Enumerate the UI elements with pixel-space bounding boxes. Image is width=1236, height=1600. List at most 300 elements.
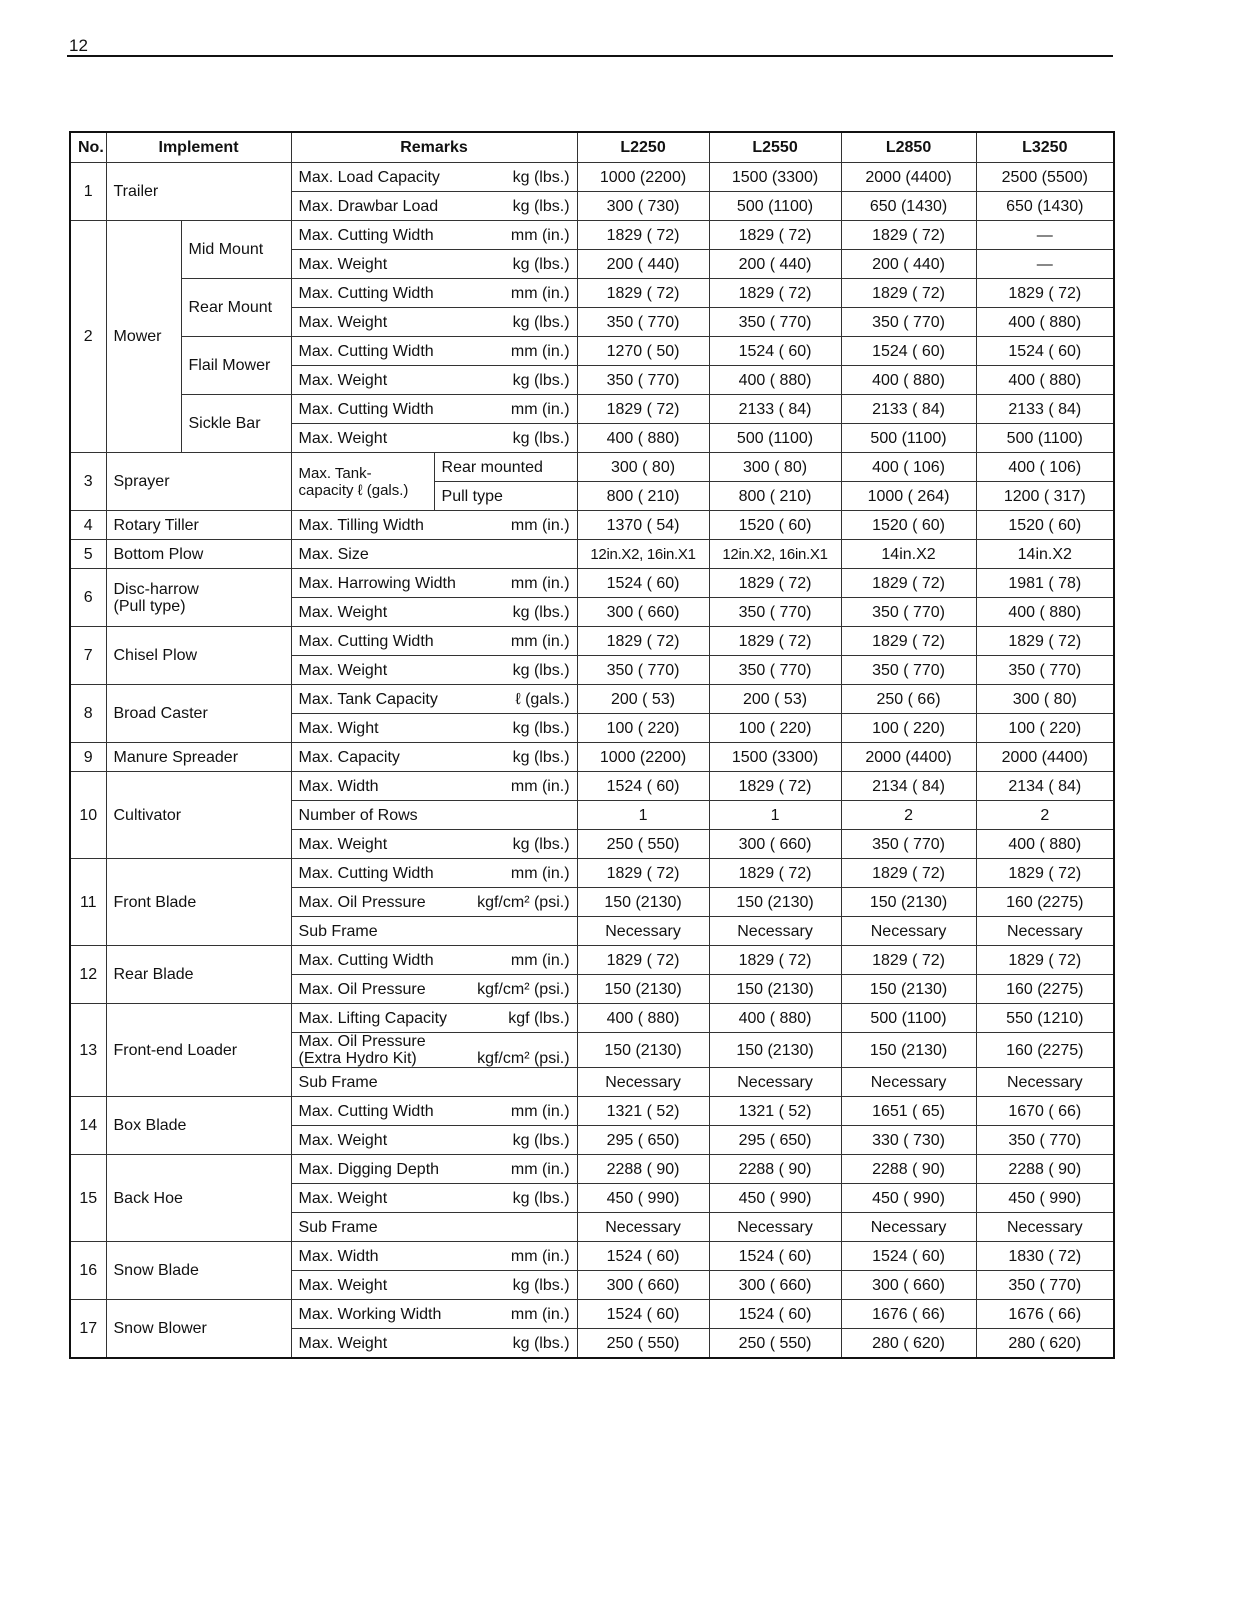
remark-label: Max. Width bbox=[298, 777, 379, 795]
value-cell: 2000 (4400) bbox=[976, 743, 1114, 772]
implement-name bbox=[106, 1097, 291, 1155]
value-cell: 2288 ( 90) bbox=[841, 1155, 976, 1184]
value-cell: 2134 ( 84) bbox=[841, 772, 976, 801]
remark-wrap bbox=[299, 198, 570, 215]
remark-cell bbox=[291, 1329, 577, 1359]
implement-name-line1: Rear Blade bbox=[113, 966, 194, 983]
value-cell: 2133 ( 84) bbox=[976, 395, 1114, 424]
value-cell: 1321 ( 52) bbox=[577, 1097, 709, 1126]
table-row bbox=[70, 685, 1114, 714]
value-cell: 2 bbox=[976, 801, 1114, 830]
remark-unit: ℓ (gals.) bbox=[515, 690, 570, 708]
remark-cell bbox=[291, 1300, 577, 1329]
value-cell: 1981 ( 78) bbox=[976, 569, 1114, 598]
remark-lines bbox=[299, 1033, 426, 1067]
value-cell: 1321 ( 52) bbox=[709, 1097, 841, 1126]
remark-unit: kg (lbs.) bbox=[512, 603, 570, 621]
remark-cell bbox=[291, 772, 577, 801]
implement-name-line1: Rotary Tiller bbox=[113, 516, 199, 534]
value-cell: 150 (2130) bbox=[709, 1033, 841, 1068]
value-cell: 1500 (3300) bbox=[709, 743, 841, 772]
remark-unit: kg (lbs.) bbox=[512, 168, 570, 186]
remark-label-line2: (Extra Hydro Kit) bbox=[298, 1050, 417, 1067]
value-cell: 2133 ( 84) bbox=[841, 395, 976, 424]
implement-name bbox=[106, 511, 291, 540]
remark-unit: mm (in.) bbox=[510, 226, 570, 244]
value-cell: 400 ( 880) bbox=[976, 830, 1114, 859]
remark-unit: kg (lbs.) bbox=[512, 1334, 570, 1352]
table-row bbox=[70, 1004, 1114, 1033]
remark-unit: kg (lbs.) bbox=[512, 835, 570, 853]
table-row bbox=[70, 1242, 1114, 1271]
remark-unit: kg (lbs.) bbox=[512, 1131, 570, 1149]
value-cell: 400 ( 880) bbox=[976, 366, 1114, 395]
value-cell: 1829 ( 72) bbox=[709, 221, 841, 250]
value-cell: 1000 (2200) bbox=[577, 743, 709, 772]
value-cell: Necessary bbox=[577, 1213, 709, 1242]
value-cell: 300 ( 80) bbox=[976, 685, 1114, 714]
implement-name-line1: Trailer bbox=[113, 183, 159, 200]
implement-name-line2: (Pull type) bbox=[113, 597, 186, 615]
implement-name bbox=[106, 859, 291, 946]
value-cell: 400 ( 880) bbox=[709, 1004, 841, 1033]
row-number: 5 bbox=[70, 540, 106, 569]
implement-subtype: Sickle Bar bbox=[181, 395, 291, 453]
table-row bbox=[70, 743, 1114, 772]
value-cell: — bbox=[976, 221, 1114, 250]
remark-cell bbox=[291, 1213, 577, 1242]
value-cell: 400 ( 880) bbox=[709, 366, 841, 395]
remark-label: Max. Tilling Width bbox=[298, 516, 424, 534]
table-row bbox=[70, 772, 1114, 801]
value-cell: Necessary bbox=[577, 917, 709, 946]
remark-wrap bbox=[299, 314, 570, 331]
value-cell: 1370 ( 54) bbox=[577, 511, 709, 540]
remark-label: Max. Cutting Width bbox=[298, 226, 434, 244]
remark-label: Max. Cutting Width bbox=[298, 951, 434, 969]
remark-cell bbox=[291, 1004, 577, 1033]
table-row bbox=[70, 1155, 1114, 1184]
value-cell: 2288 ( 90) bbox=[709, 1155, 841, 1184]
value-cell: Necessary bbox=[976, 1068, 1114, 1097]
value-cell: 1670 ( 66) bbox=[976, 1097, 1114, 1126]
value-cell: 350 ( 770) bbox=[709, 598, 841, 627]
value-cell: 1524 ( 60) bbox=[577, 1300, 709, 1329]
implement-name-line1: Manure Spreader bbox=[113, 748, 239, 766]
remark-unit: mm (in.) bbox=[510, 632, 570, 650]
value-cell: 1651 ( 65) bbox=[841, 1097, 976, 1126]
header-no: No. bbox=[70, 132, 106, 163]
remark-unit: mm (in.) bbox=[510, 777, 570, 795]
value-cell: 800 ( 210) bbox=[577, 482, 709, 511]
value-cell: Necessary bbox=[577, 1068, 709, 1097]
value-cell: 2133 ( 84) bbox=[709, 395, 841, 424]
value-cell: 160 (2275) bbox=[976, 975, 1114, 1004]
value-cell: 1829 ( 72) bbox=[841, 627, 976, 656]
value-cell: 330 ( 730) bbox=[841, 1126, 976, 1155]
remark-label: Max. Tank Capacity bbox=[298, 690, 438, 708]
value-cell: 200 ( 440) bbox=[841, 250, 976, 279]
value-cell: 300 ( 660) bbox=[577, 598, 709, 627]
value-cell: 350 ( 770) bbox=[841, 656, 976, 685]
value-cell: 1524 ( 60) bbox=[841, 1242, 976, 1271]
table-row bbox=[70, 859, 1114, 888]
remark-label: Max. Weight bbox=[298, 371, 388, 389]
header-remarks: Remarks bbox=[291, 132, 577, 163]
remark-unit: kg (lbs.) bbox=[512, 429, 570, 447]
implement-name bbox=[106, 627, 291, 685]
row-number: 15 bbox=[70, 1155, 106, 1242]
remark-wrap bbox=[299, 981, 570, 998]
value-cell: 350 ( 770) bbox=[841, 598, 976, 627]
remark-label: Max. Width bbox=[298, 1247, 379, 1265]
remark-wrap bbox=[299, 1132, 570, 1149]
remark-cell bbox=[291, 1097, 577, 1126]
value-cell: 100 ( 220) bbox=[976, 714, 1114, 743]
implement-name bbox=[106, 1004, 291, 1097]
value-cell: 300 ( 660) bbox=[709, 830, 841, 859]
value-cell: 1829 ( 72) bbox=[841, 221, 976, 250]
value-cell: 2500 (5500) bbox=[976, 163, 1114, 192]
remark-label: Max. Weight bbox=[298, 429, 388, 447]
value-cell: 1200 ( 317) bbox=[976, 482, 1114, 511]
remark-label: Max. Weight bbox=[298, 1334, 388, 1352]
value-cell: 450 ( 990) bbox=[709, 1184, 841, 1213]
value-cell: 150 (2130) bbox=[577, 888, 709, 917]
value-cell: 1524 ( 60) bbox=[709, 1300, 841, 1329]
value-cell: 280 ( 620) bbox=[976, 1329, 1114, 1359]
implement-name bbox=[106, 540, 291, 569]
header-model: L2250 bbox=[577, 132, 709, 163]
remark-label: Max. Weight bbox=[298, 661, 388, 679]
remark-label: Max. Weight bbox=[298, 255, 388, 273]
remark-cell bbox=[291, 1033, 577, 1068]
header-model: L2850 bbox=[841, 132, 976, 163]
value-cell: 1829 ( 72) bbox=[841, 946, 976, 975]
value-cell: 1676 ( 66) bbox=[841, 1300, 976, 1329]
remark-cell bbox=[291, 1271, 577, 1300]
implement-name: Sprayer bbox=[106, 453, 291, 511]
value-cell: Necessary bbox=[709, 917, 841, 946]
remark-unit: kgf/cm² (psi.) bbox=[477, 1050, 570, 1067]
remark-wrap bbox=[299, 1074, 570, 1091]
remark-label: Max. Weight bbox=[298, 1131, 388, 1149]
row-number: 12 bbox=[70, 946, 106, 1004]
value-cell: 1524 ( 60) bbox=[709, 1242, 841, 1271]
table-row bbox=[70, 1300, 1114, 1329]
implement-name-line1: Bottom Plow bbox=[113, 545, 204, 563]
table-header-row bbox=[70, 132, 1114, 163]
value-cell: 1829 ( 72) bbox=[577, 946, 709, 975]
value-cell: 160 (2275) bbox=[976, 1033, 1114, 1068]
value-cell: 1829 ( 72) bbox=[976, 859, 1114, 888]
value-cell: 1524 ( 60) bbox=[976, 337, 1114, 366]
value-cell: 350 ( 770) bbox=[841, 308, 976, 337]
value-cell: 1524 ( 60) bbox=[709, 337, 841, 366]
remark-label: Max. Cutting Width bbox=[298, 1102, 434, 1120]
value-cell: 2000 (4400) bbox=[841, 163, 976, 192]
value-cell: 1829 ( 72) bbox=[841, 569, 976, 598]
remark-unit: mm (in.) bbox=[510, 574, 570, 592]
remark-unit: mm (in.) bbox=[510, 1160, 570, 1178]
header-implement: Implement bbox=[106, 132, 291, 163]
value-cell: Necessary bbox=[841, 917, 976, 946]
remark-wrap bbox=[299, 1190, 570, 1207]
remark-cell bbox=[291, 859, 577, 888]
remark-cell bbox=[291, 1068, 577, 1097]
remark-cell bbox=[291, 1242, 577, 1271]
implement-name-line1: Snow Blower bbox=[113, 1320, 207, 1337]
value-cell: 1829 ( 72) bbox=[577, 279, 709, 308]
value-cell: 200 ( 440) bbox=[709, 250, 841, 279]
remark-unit: kgf/cm² (psi.) bbox=[477, 980, 570, 998]
value-cell: 500 (1100) bbox=[976, 424, 1114, 453]
value-cell: 300 ( 80) bbox=[577, 453, 709, 482]
value-cell: 300 ( 660) bbox=[577, 1271, 709, 1300]
row-number: 9 bbox=[70, 743, 106, 772]
remark-cell bbox=[291, 1184, 577, 1213]
implement-name bbox=[106, 1300, 291, 1359]
table-row bbox=[70, 163, 1114, 192]
remark-unit: mm (in.) bbox=[510, 951, 570, 969]
remark-cell bbox=[291, 714, 577, 743]
implement-name bbox=[106, 685, 291, 743]
value-cell: 400 ( 880) bbox=[841, 366, 976, 395]
remark-unit: kg (lbs.) bbox=[512, 1276, 570, 1294]
value-cell: 400 ( 106) bbox=[976, 453, 1114, 482]
value-cell: 2288 ( 90) bbox=[577, 1155, 709, 1184]
remark-wrap bbox=[299, 836, 570, 853]
value-cell: Necessary bbox=[976, 1213, 1114, 1242]
value-cell: 150 (2130) bbox=[709, 975, 841, 1004]
value-cell: 1 bbox=[709, 801, 841, 830]
row-number: 17 bbox=[70, 1300, 106, 1359]
remark-label: Max. Load Capacity bbox=[298, 168, 440, 186]
value-cell: 1829 ( 72) bbox=[577, 859, 709, 888]
value-cell: 350 ( 770) bbox=[841, 830, 976, 859]
tank-label-line2: capacity ℓ (gals.) bbox=[298, 481, 409, 499]
value-cell: 150 (2130) bbox=[841, 888, 976, 917]
row-number: 8 bbox=[70, 685, 106, 743]
remark-wrap bbox=[299, 604, 570, 621]
value-cell: Necessary bbox=[841, 1213, 976, 1242]
value-cell: 150 (2130) bbox=[577, 975, 709, 1004]
row-number: 6 bbox=[70, 569, 106, 627]
remark-cell bbox=[291, 424, 577, 453]
value-cell: 14in.X2 bbox=[976, 540, 1114, 569]
implement-name-line1: Cultivator bbox=[113, 806, 182, 824]
remark-cell bbox=[291, 337, 577, 366]
remark-unit: kg (lbs.) bbox=[512, 197, 570, 215]
remark-cell bbox=[291, 946, 577, 975]
implement-name-line1: Front-end Loader bbox=[113, 1041, 238, 1059]
value-cell: 350 ( 770) bbox=[976, 1271, 1114, 1300]
remark-unit: mm (in.) bbox=[510, 1305, 570, 1323]
implement-name bbox=[106, 1242, 291, 1300]
remark-wrap bbox=[299, 169, 570, 186]
remark-cell bbox=[291, 1126, 577, 1155]
implement-name bbox=[106, 946, 291, 1004]
value-cell: 400 ( 880) bbox=[577, 1004, 709, 1033]
value-cell: 350 ( 770) bbox=[976, 1126, 1114, 1155]
implement-name-line1: Disc-harrow bbox=[113, 580, 199, 598]
value-cell: 400 ( 880) bbox=[976, 308, 1114, 337]
header-model: L3250 bbox=[976, 132, 1114, 163]
remark-unit: kg (lbs.) bbox=[512, 371, 570, 389]
remark-wrap bbox=[299, 1306, 570, 1323]
remark-cell bbox=[291, 221, 577, 250]
value-cell: 1830 ( 72) bbox=[976, 1242, 1114, 1271]
remark-cell bbox=[291, 743, 577, 772]
value-cell: 250 ( 550) bbox=[577, 830, 709, 859]
remark-unit: kg (lbs.) bbox=[512, 748, 570, 766]
remark-cell bbox=[291, 627, 577, 656]
value-cell: 1500 (3300) bbox=[709, 163, 841, 192]
remark-label: Sub Frame bbox=[298, 1073, 378, 1091]
value-cell: 2288 ( 90) bbox=[976, 1155, 1114, 1184]
page-number: 12 bbox=[69, 36, 88, 55]
value-cell: 300 ( 660) bbox=[709, 1271, 841, 1300]
value-cell: 200 ( 440) bbox=[577, 250, 709, 279]
remark-wrap bbox=[299, 372, 570, 389]
value-cell: 400 ( 880) bbox=[577, 424, 709, 453]
remark-unit: kg (lbs.) bbox=[512, 313, 570, 331]
table-body bbox=[70, 163, 1114, 1359]
value-cell: 200 ( 53) bbox=[709, 685, 841, 714]
remark-cell bbox=[291, 511, 577, 540]
value-cell: 500 (1100) bbox=[841, 424, 976, 453]
value-cell: 500 (1100) bbox=[709, 192, 841, 221]
value-cell: 12in.X2, 16in.X1 bbox=[577, 540, 709, 569]
remark-cell bbox=[291, 1155, 577, 1184]
remark-unit: kg (lbs.) bbox=[512, 255, 570, 273]
row-number: 16 bbox=[70, 1242, 106, 1300]
value-cell: Necessary bbox=[976, 917, 1114, 946]
remark-cell bbox=[291, 366, 577, 395]
remark-label: Max. Cutting Width bbox=[298, 400, 434, 418]
table-row bbox=[70, 337, 1114, 366]
implement-name-line1: Chisel Plow bbox=[113, 647, 198, 664]
remark-cell bbox=[291, 250, 577, 279]
value-cell: 280 ( 620) bbox=[841, 1329, 976, 1359]
remark-label: Max. Size bbox=[298, 545, 369, 563]
row-number: 4 bbox=[70, 511, 106, 540]
remark-wrap bbox=[299, 227, 570, 244]
remark-label: Max. Oil Pressure bbox=[298, 1033, 426, 1050]
value-cell: 1829 ( 72) bbox=[709, 859, 841, 888]
remark-label: Max. Wight bbox=[298, 719, 379, 737]
value-cell: 150 (2130) bbox=[577, 1033, 709, 1068]
table-row bbox=[70, 540, 1114, 569]
value-cell: 1524 ( 60) bbox=[577, 772, 709, 801]
table-row bbox=[70, 1097, 1114, 1126]
remark-label: Max. Weight bbox=[298, 835, 388, 853]
remark-cell bbox=[291, 395, 577, 424]
remark-cell: Rear mounted bbox=[434, 453, 577, 482]
value-cell: 295 ( 650) bbox=[577, 1126, 709, 1155]
value-cell: 1520 ( 60) bbox=[976, 511, 1114, 540]
remark-label: Max. Weight bbox=[298, 603, 388, 621]
value-cell: 350 ( 770) bbox=[709, 656, 841, 685]
row-number: 7 bbox=[70, 627, 106, 685]
value-cell: 650 (1430) bbox=[841, 192, 976, 221]
value-cell: 400 ( 880) bbox=[976, 598, 1114, 627]
value-cell: — bbox=[976, 250, 1114, 279]
value-cell: 160 (2275) bbox=[976, 888, 1114, 917]
remark-wrap bbox=[299, 285, 570, 302]
value-cell: Necessary bbox=[841, 1068, 976, 1097]
tank-capacity-label bbox=[291, 453, 434, 511]
value-cell: 500 (1100) bbox=[709, 424, 841, 453]
remark-cell bbox=[291, 192, 577, 221]
remark-label: Sub Frame bbox=[298, 922, 378, 940]
value-cell: 100 ( 220) bbox=[709, 714, 841, 743]
remark-wrap bbox=[299, 691, 570, 708]
value-cell: 1829 ( 72) bbox=[709, 946, 841, 975]
remark-label: Max. Oil Pressure bbox=[298, 980, 426, 998]
value-cell: 250 ( 66) bbox=[841, 685, 976, 714]
table-row bbox=[70, 946, 1114, 975]
table-row bbox=[70, 453, 1114, 482]
value-cell: 450 ( 990) bbox=[841, 1184, 976, 1213]
value-cell: 1829 ( 72) bbox=[709, 569, 841, 598]
value-cell: 1520 ( 60) bbox=[841, 511, 976, 540]
value-cell: 300 ( 660) bbox=[841, 1271, 976, 1300]
implement-name bbox=[106, 163, 291, 221]
remark-unit: kg (lbs.) bbox=[512, 1189, 570, 1207]
tank-label-line1: Max. Tank- bbox=[298, 464, 372, 482]
value-cell: 1524 ( 60) bbox=[577, 569, 709, 598]
table-row bbox=[70, 627, 1114, 656]
remark-label: Number of Rows bbox=[298, 806, 418, 824]
remark-label: Max. Weight bbox=[298, 1276, 388, 1294]
remark-unit: mm (in.) bbox=[510, 284, 570, 302]
remark-unit: kg (lbs.) bbox=[512, 719, 570, 737]
remark-wrap bbox=[299, 1033, 570, 1067]
remark-label: Max. Harrowing Width bbox=[298, 574, 456, 592]
remark-wrap bbox=[299, 865, 570, 882]
remark-label: Max. Digging Depth bbox=[298, 1160, 440, 1178]
remark-wrap bbox=[299, 778, 570, 795]
value-cell: 1829 ( 72) bbox=[709, 279, 841, 308]
implement-subtype: Rear Mount bbox=[181, 279, 291, 337]
value-cell: 2 bbox=[841, 801, 976, 830]
value-cell: 1676 ( 66) bbox=[976, 1300, 1114, 1329]
remark-wrap bbox=[299, 749, 570, 766]
value-cell: 650 (1430) bbox=[976, 192, 1114, 221]
row-number: 14 bbox=[70, 1097, 106, 1155]
remark-wrap bbox=[299, 923, 570, 940]
remark-wrap bbox=[299, 343, 570, 360]
remark-cell bbox=[291, 830, 577, 859]
value-cell: 350 ( 770) bbox=[577, 366, 709, 395]
value-cell: 1524 ( 60) bbox=[577, 1242, 709, 1271]
implement-name bbox=[106, 743, 291, 772]
table-row bbox=[70, 569, 1114, 598]
value-cell: 1829 ( 72) bbox=[841, 279, 976, 308]
remark-label: Max. Weight bbox=[298, 1189, 388, 1207]
remark-cell bbox=[291, 975, 577, 1004]
remark-wrap bbox=[299, 1277, 570, 1294]
remark-unit: kg (lbs.) bbox=[512, 661, 570, 679]
value-cell: 1829 ( 72) bbox=[976, 279, 1114, 308]
value-cell: 150 (2130) bbox=[841, 1033, 976, 1068]
remark-unit: mm (in.) bbox=[510, 342, 570, 360]
remark-label: Max. Weight bbox=[298, 313, 388, 331]
remark-wrap bbox=[299, 662, 570, 679]
remark-label: Sub Frame bbox=[298, 1218, 378, 1236]
value-cell: 1829 ( 72) bbox=[976, 946, 1114, 975]
